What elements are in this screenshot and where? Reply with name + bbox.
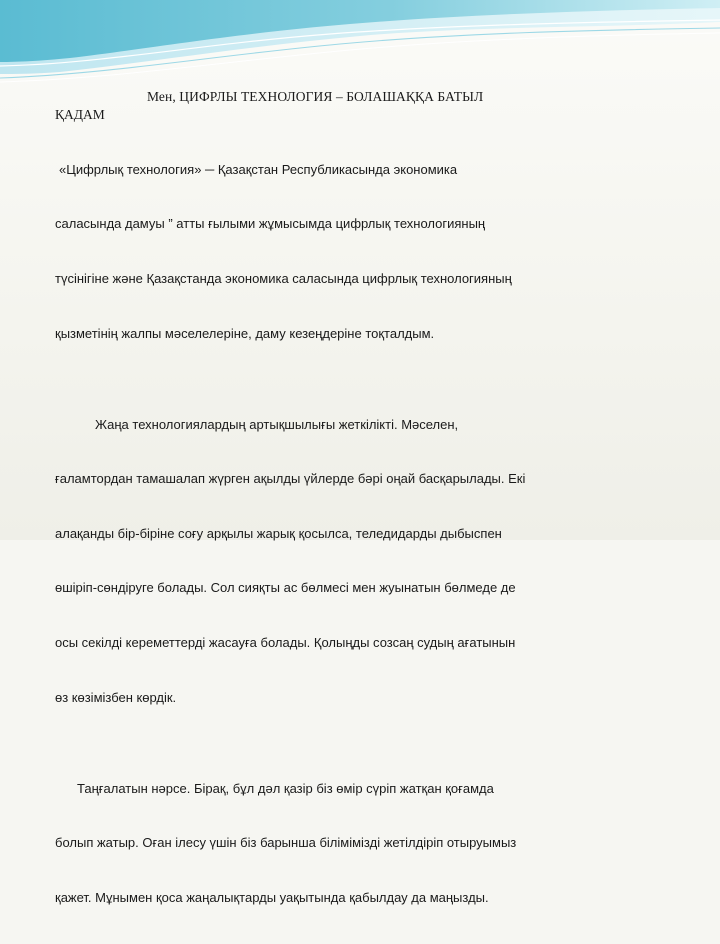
paragraph-line: Таңғалатын нәрсе. Бірақ, бұл дәл қазір біз өмір сүріп жатқан қоғамда <box>77 780 494 796</box>
document-title: Мен, ЦИФРЛЫ ТЕХНОЛОГИЯ – БОЛАШАҚҚА БАТЫЛ <box>147 89 484 104</box>
paragraph-line: болып жатыр. Оған ілесу үшін біз барынша білімімізді жетілдіріп отыруымыз <box>55 835 517 851</box>
paragraph-intro <box>55 124 655 379</box>
document-body <box>55 88 655 944</box>
paragraph-line: «Цифрлық технология» ─ Қазақстан Республикасында экономика <box>59 161 458 177</box>
paragraph-technology <box>55 379 655 743</box>
paragraph-line: алақанды бір-біріне соғу арқылы жарық қосылса, теледидарды дыбыспен <box>55 525 502 541</box>
paragraph-line: өз көзімізбен көрдік. <box>55 689 177 705</box>
paragraph-line: Жаңа технологиялардың артықшылығы жеткілікті. Мәселен, <box>95 416 459 432</box>
paragraph-line: саласында дамуы ” атты ғылыми жұмысымда цифрлық технологияның <box>55 216 486 232</box>
paragraph-line: өшіріп-сөндіруге болады. Сол сияқты ас бөлмесі мен жуынатын бөлмеде де <box>55 580 516 596</box>
paragraph-line: ғаламтордан тамашалап жүрген ақылды үйлерде бәрі оңай басқарылады. Екі <box>55 471 526 487</box>
paragraph-line: қызметінің жалпы мәселелеріне, даму кезеңдеріне тоқталдым. <box>55 325 435 341</box>
document-title-continuation: ҚАДАМ <box>55 107 105 123</box>
paragraph-line: осы секілді кереметтерді жасауға болады. Қолыңды созсаң судың ағатынын <box>55 635 516 651</box>
wave-decoration <box>0 0 720 100</box>
paragraph-conclusion <box>55 743 655 943</box>
paragraph-line: түсінігіне және Қазақстанда экономика саласында цифрлық технологияның <box>55 271 512 287</box>
paragraph-line: қажет. Мұнымен қоса жаңалықтарды уақытында қабылдау да маңызды. <box>55 889 489 905</box>
